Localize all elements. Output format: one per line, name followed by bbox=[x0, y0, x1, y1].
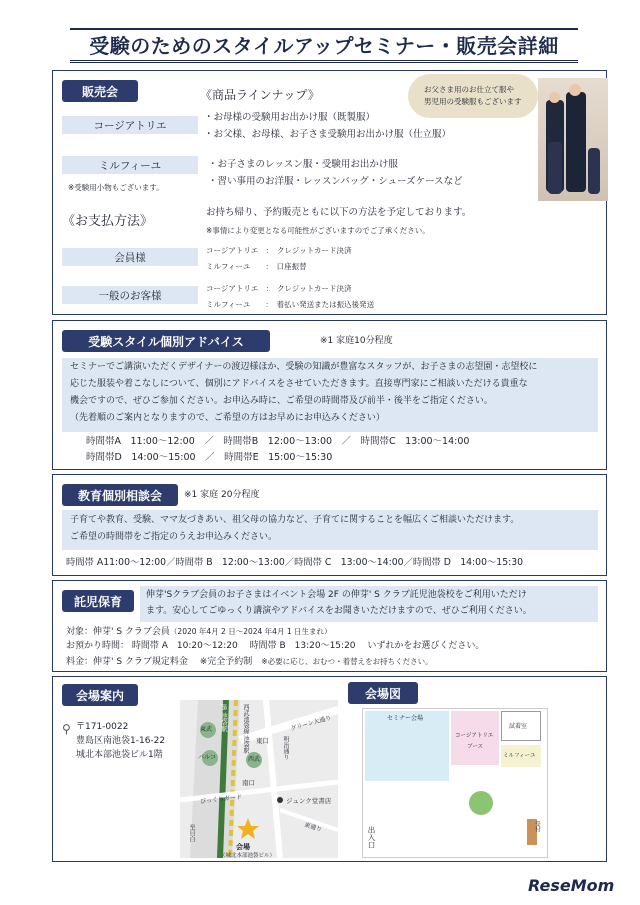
floor-reception-label: 受付 bbox=[534, 821, 540, 832]
edu-header: 教育個別相談会 bbox=[62, 484, 178, 506]
photo-face-2 bbox=[549, 92, 560, 103]
map-line-jr: JR 池袋駅 bbox=[220, 704, 228, 732]
payment-desc: お持ち帰り、予約販売ともに以下の方法を予定しております。 bbox=[206, 207, 472, 218]
childcare-target bbox=[66, 624, 332, 640]
childcare-header: 託児保育 bbox=[62, 590, 134, 612]
photo-figure-father bbox=[566, 92, 586, 192]
map-junkudo: ジュンク堂書店 bbox=[286, 797, 332, 805]
lineup-title: 《商品ラインナップ》 bbox=[200, 88, 320, 102]
floor-table bbox=[469, 791, 493, 815]
map-venue-sub: （城北本部池袋ビル） bbox=[220, 853, 276, 858]
childcare-fee-label: 料金：伸芽' S クラブ規定料金 ※完全予約制 bbox=[66, 657, 253, 667]
edu-note: ※1 家庭 20分程度 bbox=[184, 490, 260, 500]
guest-row-1: コージアトリエ ： クレジットカード決済 bbox=[206, 284, 352, 293]
map-green-street: グリーン大通り bbox=[289, 714, 333, 733]
photo-figure-child-1 bbox=[548, 142, 562, 194]
guest-label: 一般のお客様 bbox=[62, 286, 198, 304]
map-line-seibu: 西武池袋線 池袋駅 bbox=[242, 704, 249, 754]
map-seibu: 西武 bbox=[248, 756, 261, 763]
address-line-3: 城北本部池袋ビル1階 bbox=[76, 750, 163, 760]
payment-title: 《お支払方法》 bbox=[62, 214, 154, 229]
map-tobu: 東武 bbox=[200, 726, 213, 733]
advice-body-2: 応じた服装や着こなしについて、個別にアドバイスをさせていただきます。直接専門家にご相談いただける貴重な bbox=[70, 379, 528, 389]
floor-booth-label: ブース bbox=[467, 744, 484, 750]
milfee-item-2: ・習い事用のお洋服・レッスンバッグ・シューズケースなど bbox=[208, 176, 463, 187]
childcare-body-2: ます。安心してごゆっくり講演やアドバイスをお聞きいただけますので、ぜひご利用ください。 bbox=[146, 606, 532, 616]
advice-body-3: 機会ですので、ぜひご参加ください。お申込み時に、ご希望の時間帯及び前半・後半をご指定ください。 bbox=[70, 396, 493, 406]
sale-header: 販売会 bbox=[62, 80, 138, 102]
childcare-fee bbox=[66, 654, 433, 670]
pin-icon: ⚲ bbox=[62, 722, 71, 736]
map-meiji-street: 明治通り bbox=[282, 736, 289, 760]
map-south-exit: 南口 bbox=[242, 779, 255, 787]
photo-figure-child-2 bbox=[588, 148, 600, 194]
advice-header: 受験スタイル個別アドバイス bbox=[62, 330, 270, 352]
resemom-logo: ReseMom bbox=[528, 876, 615, 895]
payment-note: ※事情により変更となる可能性がございますのでご了承ください。 bbox=[206, 226, 430, 235]
coji-label: コージアトリエ bbox=[62, 116, 198, 134]
address-line-2: 豊島区南池袋1-16-22 bbox=[76, 736, 166, 746]
coji-item-1: ・お母様の受験用お出かけ服（既製服） bbox=[204, 112, 376, 123]
page-title: 受験のためのスタイルアップセミナー・販売会詳細 bbox=[89, 34, 559, 58]
map-shiko: 至目白 bbox=[188, 824, 195, 842]
map-east-exit: 東口 bbox=[256, 737, 269, 745]
advice-slots-2: 時間帯D 14:00～15:00 ／ 時間帯E 15:00～15:30 bbox=[86, 452, 333, 463]
advice-slots-1: 時間帯A 11:00～12:00 ／ 時間帯B 12:00～13:00 ／ 時間帯C 13:00～14:00 bbox=[86, 436, 470, 447]
milfee-label: ミルフィーユ bbox=[62, 156, 198, 174]
callout-bubble bbox=[408, 74, 538, 118]
callout-line-2: 男児用の受験服もございます bbox=[424, 97, 522, 106]
floor-fitting-label: 試着室 bbox=[509, 723, 528, 730]
floor-header: 会場図 bbox=[348, 682, 418, 704]
member-label: 会員様 bbox=[62, 248, 198, 266]
childcare-body-1: 伸芽'Sクラブ会員のお子さまはイベント会場 2F の伸芽' S クラブ託児池袋校をご利用いただけ bbox=[146, 590, 527, 600]
floor-coji-label: コージアトリエ bbox=[455, 733, 494, 739]
photo-face-1 bbox=[569, 84, 581, 96]
map-parco: パルコ bbox=[198, 754, 217, 761]
milfee-note: ※受験用小物もございます。 bbox=[68, 183, 164, 192]
advice-note: ※1 家庭10分程度 bbox=[320, 336, 393, 346]
floor-milfee-label: ミルフィーユ bbox=[503, 753, 536, 759]
childcare-target-label: 対象：伸芽' S クラブ会員 bbox=[66, 627, 170, 637]
venue-header: 会場案内 bbox=[62, 684, 138, 706]
callout-line-1: お父さま用のお仕立て服や bbox=[424, 85, 514, 94]
floor-plan bbox=[362, 708, 548, 858]
member-row-1: コージアトリエ ： クレジットカード決済 bbox=[206, 246, 352, 255]
floor-entrance-label: 出入口 bbox=[367, 826, 376, 849]
floor-seminar-label: セミナー会場 bbox=[387, 715, 424, 722]
advice-body-4: （先着順のご案内となりますので、ご希望の方はお早めにお申込みください） bbox=[70, 413, 385, 423]
edu-body-1: 子育てや教育、受験、ママ友づきあい、祖父母の協力など、子育てに関することを幅広くご相談いただけます。 bbox=[70, 515, 520, 525]
advice-body-1: セミナーでご講演いただくデザイナーの渡辺様ほか、受験の知識が豊富なスタッフが、お子さまの志望園・志望校に bbox=[70, 362, 538, 372]
map-bikkuri-guard: びっくりガード bbox=[199, 793, 243, 806]
childcare-fee-note: ※必要に応じ、おむつ・着替えをお持ちください。 bbox=[261, 657, 433, 666]
map-higashi-street: 東通り bbox=[303, 821, 323, 834]
edu-slots: 時間帯 A11:00～12:00／時間帯 B 12:00～13:00／時間帯 C 13:00～14:00／時間帯 D 14:00～15:30 bbox=[66, 557, 524, 568]
coji-item-2: ・お父様、お母様、お子さま受験用お出かけ服（仕立服） bbox=[204, 129, 452, 140]
edu-body-2: ご希望の時間帯をご指定のうえお申込みください。 bbox=[70, 532, 278, 542]
address-line-1: 〒171-0022 bbox=[76, 722, 129, 732]
milfee-item-1: ・お子さまのレッスン服・受験用お出かけ服 bbox=[208, 159, 398, 170]
title-rule-bottom bbox=[70, 60, 578, 63]
guest-row-2: ミルフィーユ ： 着払い発送または振込後発送 bbox=[206, 300, 375, 309]
member-row-2: ミルフィーユ ： 口座振替 bbox=[206, 262, 307, 271]
map-venue-label: 会場 bbox=[236, 843, 250, 851]
childcare-hours: お預かり時間： 時間帯 A 10:20～12:20 時間帯 B 13:20～15:20 いずれかをお選びください。 bbox=[66, 641, 485, 651]
family-photo bbox=[538, 78, 608, 201]
area-map bbox=[180, 700, 338, 858]
childcare-target-note: （2020 年4月 2 日～2024 年4月 1 日生まれ） bbox=[169, 627, 332, 636]
